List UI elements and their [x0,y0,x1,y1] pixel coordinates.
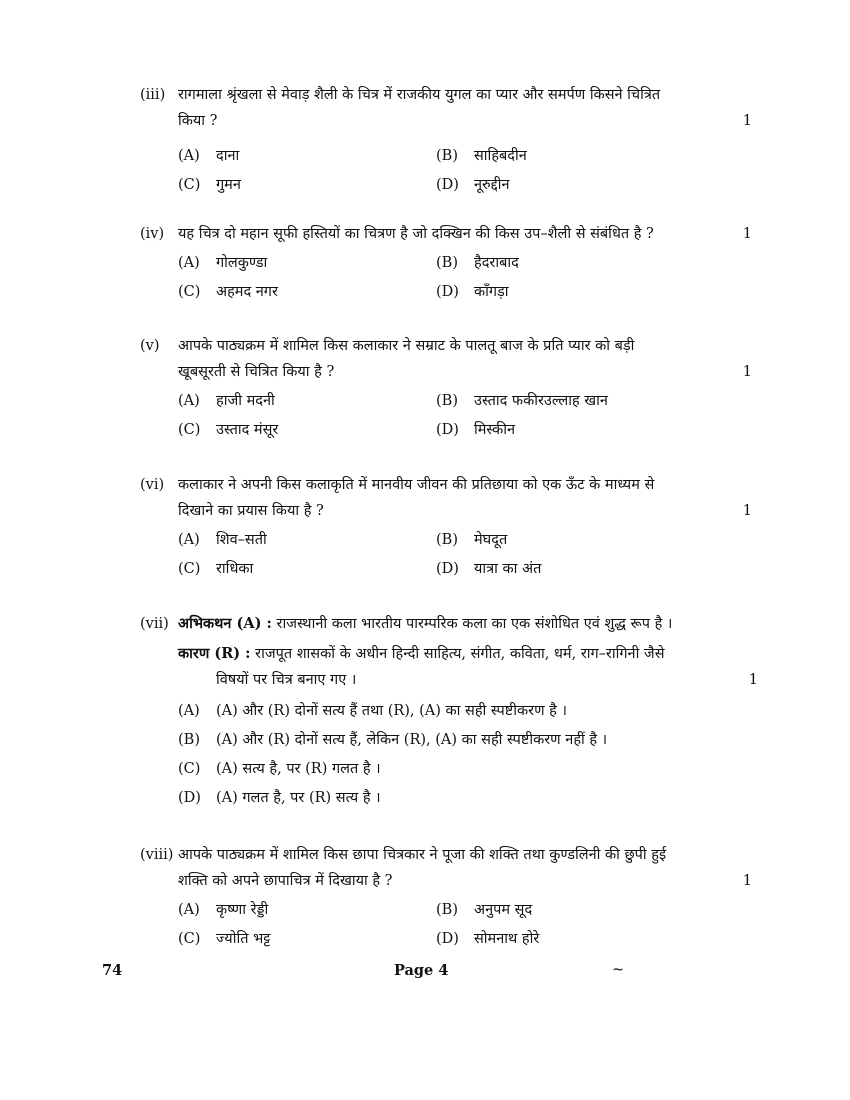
question-text-line: कलाकार ने अपनी किस कलाकृति में मानवीय जीवन की प्रतिछाया को एक ऊँट के माध्यम से [178,477,655,493]
reason-text-continued: विषयों पर चित्र बनाए गए । [216,672,357,688]
question-vii [140,611,758,813]
option-b: (B) अनुपम सूद [436,902,533,918]
marks: 1 [742,226,752,242]
question-number: (vii) [140,616,169,632]
page-footer [0,962,850,986]
marks: 1 [742,113,752,129]
option-a: (A) हाजी मदनी [178,393,275,409]
option-b: (B) उस्ताद फकीरउल्लाह खान [436,393,608,409]
question-number: (vi) [140,477,165,493]
option-a: (A) दाना [178,148,240,164]
option-d: (D) मिस्कीन [436,422,516,438]
options-list [140,697,750,813]
option-c: (C) राधिका [178,561,254,577]
assertion-text: राजस्थानी कला भारतीय पारम्परिक कला का एक संशोधित एवं शुद्ध रूप है । [276,616,673,632]
question-text-line: दिखाने का प्रयास किया है ? [178,503,324,519]
marks: 1 [742,503,752,519]
option-b: (B) (A) और (R) दोनों सत्य हैं, लेकिन (R), (A) का सही स्पष्टीकरण नहीं है । [178,732,608,748]
marks: 1 [742,364,752,380]
option-d: (D) काँगड़ा [436,284,509,300]
option-c: (C) उस्ताद मंसूर [178,422,279,438]
footer-symbol: ~ [612,962,625,978]
question-text-line: शक्ति को अपने छापाचित्र में दिखाया है ? [178,873,393,889]
marks: 1 [748,672,758,688]
question-text-line: रागमाला श्रृंखला से मेवाड़ शैली के चित्र में राजकीय युगल का प्यार और समर्पण किसने चित्रित [178,87,661,103]
option-a: (A) शिव–सती [178,532,267,548]
option-c: (C) अहमद नगर [178,284,278,300]
assertion-label: अभिकथन (A) : [178,615,272,632]
option-d: (D) सोमनाथ होरे [436,931,540,947]
marks: 1 [742,873,752,889]
page-number: Page 4 [394,962,449,979]
question-text-line: आपके पाठ्यक्रम में शामिल किस कलाकार ने सम्राट के पालतू बाज के प्रति प्यार को बड़ी [178,338,635,354]
option-b: (B) हैदराबाद [436,255,519,271]
option-a: (A) गोलकुण्डा [178,255,268,271]
reason-label: कारण (R) : [178,645,251,662]
option-b: (B) साहिबदीन [436,148,527,164]
question-number: (iii) [140,87,166,103]
question-iv [140,221,750,307]
option-c: (C) गुमन [178,177,241,193]
option-a: (A) कृष्णा रेड्डी [178,902,269,918]
option-b: (B) मेघदूत [436,532,508,548]
question-iii [140,82,750,200]
question-number: (iv) [140,226,165,242]
question-vi [140,472,750,584]
question-number: (v) [140,338,160,354]
option-a: (A) (A) और (R) दोनों सत्य हैं तथा (R), (A) का सही स्पष्टीकरण है । [178,703,567,719]
question-number: (viii) [140,847,174,863]
option-d: (D) (A) गलत है, पर (R) सत्य है । [178,790,381,806]
paper-code: 74 [102,962,123,979]
question-viii [140,842,750,954]
question-text-line: खूबसूरती से चित्रित किया है ? [178,364,335,380]
option-c: (C) ज्योति भट्ट [178,931,271,947]
option-c: (C) (A) सत्य है, पर (R) गलत है । [178,761,381,777]
option-d: (D) यात्रा का अंत [436,561,542,577]
question-text-line: यह चित्र दो महान सूफी हस्तियों का चित्रण है जो दक्खिन की किस उप–शैली से संबंधित है ? [178,226,654,242]
question-text-line: किया ? [178,113,218,129]
question-v [140,333,750,445]
reason-text: राजपूत शासकों के अधीन हिन्दी साहित्य, संगीत, कविता, धर्म, राग–रागिनी जैसे [255,646,665,662]
question-text-line: आपके पाठ्यक्रम में शामिल किस छापा चित्रकार ने पूजा की शक्ति तथा कुण्डलिनी की छुपी हुई [178,847,667,863]
option-d: (D) नूरुद्दीन [436,177,510,193]
